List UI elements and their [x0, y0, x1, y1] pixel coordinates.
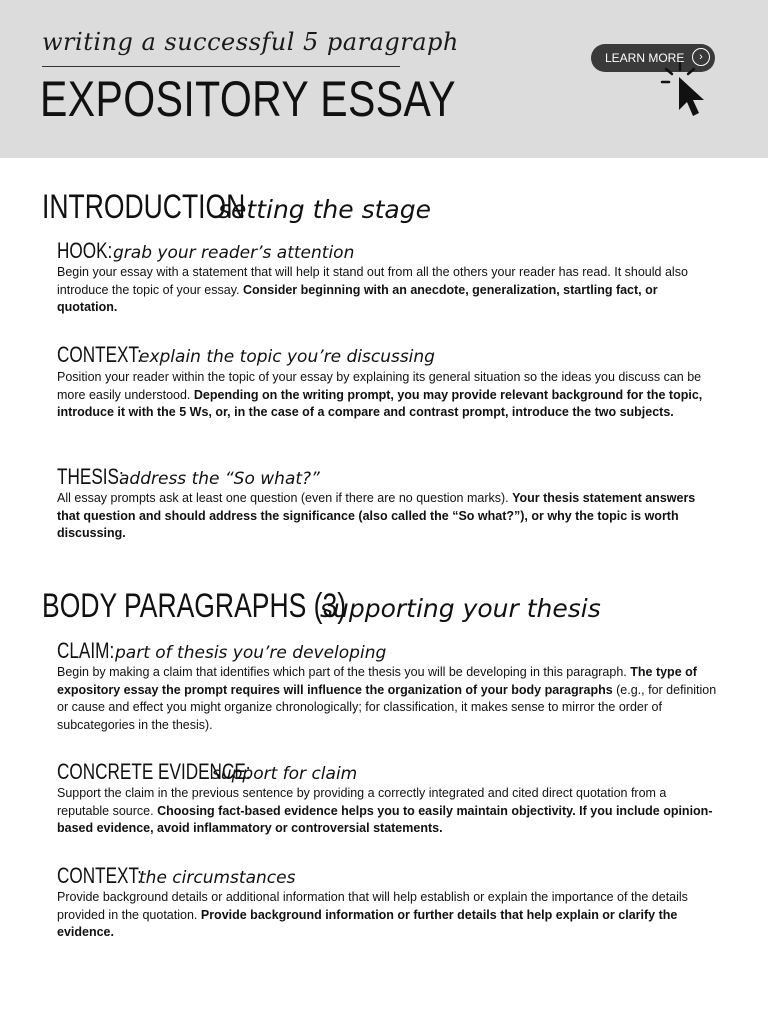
claim-bold-text: The type of expository essay the prompt requires will influence the organization of your body paragraphs [57, 665, 697, 697]
body-context-label: CONTEXT: [57, 863, 142, 888]
body-paragraphs-subtitle: supporting your thesis [320, 594, 601, 623]
body-context-subtitle: the circumstances [139, 868, 296, 888]
introduction-heading [42, 188, 431, 227]
hook-heading [57, 238, 354, 264]
learn-more-label: LEARN MORE [605, 51, 685, 65]
body-context-paragraph [57, 889, 717, 942]
context-subtitle: explain the topic you’re discussing [139, 347, 435, 367]
hook-paragraph [57, 264, 717, 317]
evidence-text: Support the claim in the previous sentence by providing a correctly integrated and cited direct quotation from a reputable source. [57, 786, 667, 818]
claim-label: CLAIM: [57, 638, 115, 663]
thesis-heading [57, 464, 320, 490]
evidence-paragraph [57, 785, 717, 838]
title-rule [42, 66, 400, 67]
hook-text: Begin your essay with a statement that will help it stand out from all the others your reader has read. It should also introduce the topic of your essay. [57, 265, 688, 297]
evidence-label: CONCRETE EVIDENCE: [57, 759, 251, 784]
introduction-title: INTRODUCTION [42, 188, 246, 226]
thesis-paragraph [57, 490, 717, 543]
claim-subtitle: part of thesis you’re developing [115, 643, 387, 663]
body-context-bold-text: Provide background information or further details that help explain or clarify the evidence. [57, 907, 678, 939]
context-heading [57, 342, 435, 368]
claim-heading [57, 638, 386, 664]
hook-label: HOOK: [57, 238, 113, 263]
introduction-subtitle: setting the stage [218, 195, 431, 224]
pointer-cursor-icon [660, 60, 710, 120]
context-text: Position your reader within the topic of your essay by explaining its general situation so the ideas you discuss can be more easily understood. [57, 370, 702, 402]
page-title: EXPOSITORY ESSAY [40, 71, 456, 127]
thesis-subtitle: address the “So what?” [119, 469, 320, 489]
evidence-subtitle: support for claim [212, 764, 358, 784]
evidence-bold-text: Choosing fact-based evidence helps you to easily maintain objectivity. If you include opinion-based evidence, avoid inflammatory or controversial statements. [57, 803, 713, 835]
body-context-heading [57, 863, 295, 889]
hook-bold-text: Consider beginning with an anecdote, generalization, startling fact, or quotation. [57, 282, 658, 314]
claim-paragraph [57, 664, 717, 734]
body-paragraphs-heading [42, 587, 601, 626]
thesis-label: THESIS: [57, 464, 124, 489]
header-banner [0, 0, 768, 158]
hook-subtitle: grab your reader’s attention [113, 243, 355, 263]
body-paragraphs-title: BODY PARAGRAPHS (3) [42, 587, 347, 625]
claim-text: Begin by making a claim that identifies which part of the thesis you will be developing in this paragraph. [57, 665, 631, 679]
evidence-heading [57, 759, 357, 785]
context-paragraph [57, 369, 717, 422]
body-context-text: Provide background details or additional information that will help establish or explain the importance of the details provided in the quotation. [57, 890, 688, 922]
thesis-text: All essay prompts ask at least one question (even if there are no question marks). [57, 491, 513, 505]
chevron-right-icon: › [692, 48, 710, 66]
context-bold-text: Depending on the writing prompt, you may provide relevant background for the topic, introduce it with the 5 Ws, or, in the case of a compare and contrast prompt, introduce the two subjects. [57, 387, 703, 419]
claim-text-continued: (e.g., for definition or cause and effect you might organize chronologically; for classification, it makes sense to mirror the order of subcategories in the thesis). [57, 682, 717, 732]
context-label: CONTEXT: [57, 342, 142, 367]
thesis-bold-text: Your thesis statement answers that question and should address the significance (also called the “So what?”), or why the topic is worth discussing. [57, 491, 696, 540]
script-title: writing a successful 5 paragraph [42, 28, 459, 56]
